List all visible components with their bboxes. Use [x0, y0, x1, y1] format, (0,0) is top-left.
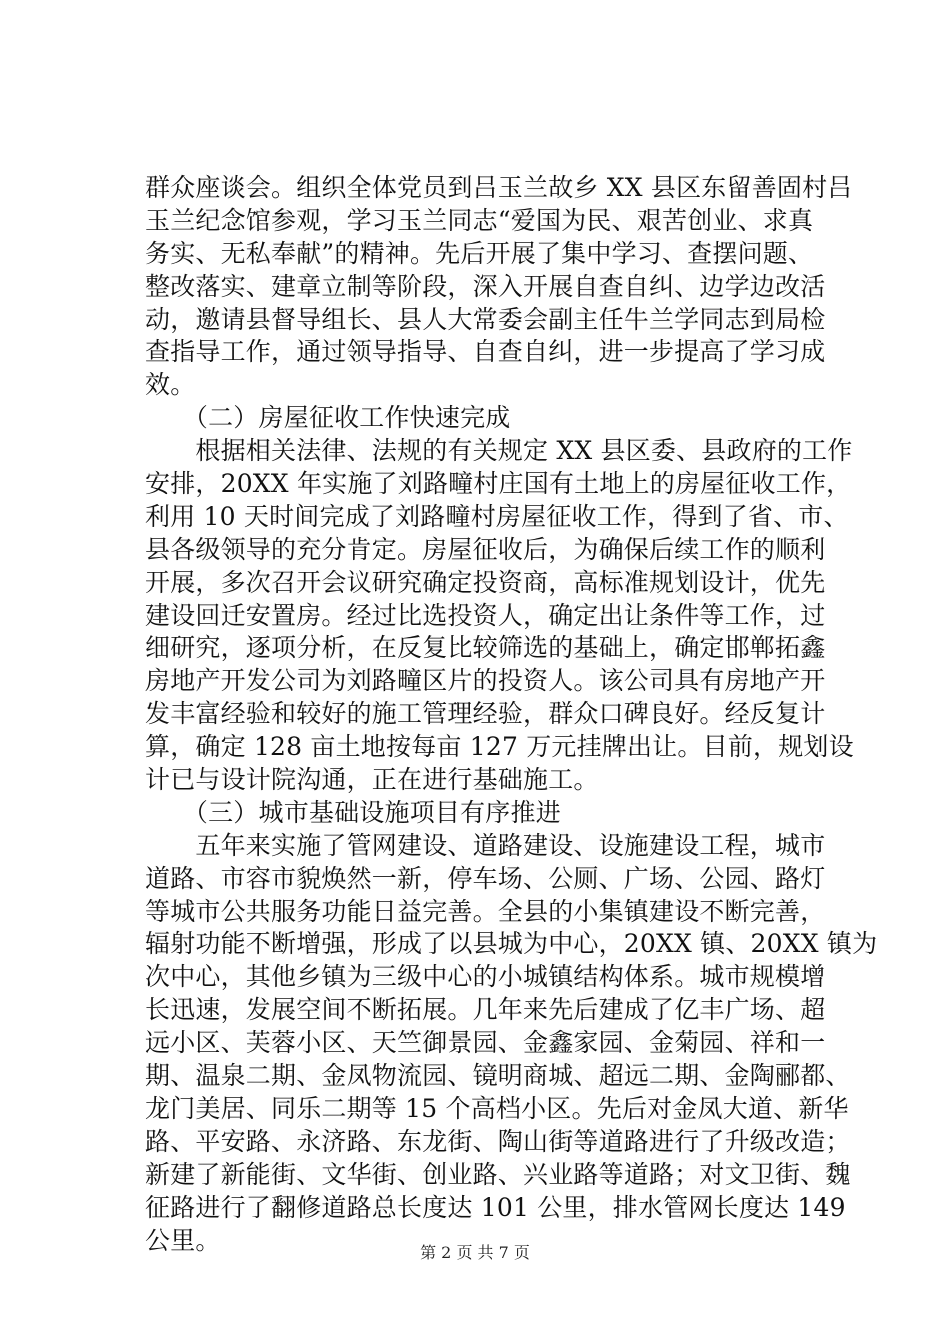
text-line: 远小区、芙蓉小区、天竺御景园、金鑫家园、金菊园、祥和一	[145, 1028, 826, 1058]
text-line: 五年来实施了管网建设、道路建设、设施建设工程，城市	[145, 830, 826, 860]
text-line: 整改落实、建章立制等阶段，深入开展自查自纠、边学边改活	[145, 271, 826, 301]
text-line: 细研究，逐项分析，在反复比较筛选的基础上，确定邯郸拓鑫	[145, 633, 826, 663]
text-line: 道路、市容市貌焕然一新，停车场、公厕、广场、公园、路灯	[145, 863, 826, 893]
text-line: 县各级领导的充分肯定。房屋征收后，为确保后续工作的顺利	[145, 534, 826, 564]
text-line: 辐射功能不断增强，形成了以县城为中心，20XX 镇、20XX 镇为	[145, 929, 878, 959]
text-line: 效。	[145, 370, 196, 400]
text-line: 玉兰纪念馆参观，学习玉兰同志“爱国为民、艰苦创业、求真	[145, 205, 814, 235]
text-line: 务实、无私奉献”的精神。先后开展了集中学习、查摆问题、	[145, 238, 814, 268]
text-line: 计已与设计院沟通，正在进行基础施工。	[145, 765, 599, 795]
text-line: 次中心，其他乡镇为三级中心的小城镇结构体系。城市规模增	[145, 962, 826, 992]
text-line: 房地产开发公司为刘路疃区片的投资人。该公司具有房地产开	[145, 666, 826, 696]
text-line: 发丰富经验和较好的施工管理经验，群众口碑良好。经反复计	[145, 699, 826, 729]
text-line: 征路进行了翻修道路总长度达 101 公里，排水管网长度达 149	[145, 1192, 846, 1222]
text-line: 新建了新能街、文华街、创业路、兴业路等道路；对文卫街、魏	[145, 1159, 851, 1189]
text-line: 龙门美居、同乐二期等 15 个高档小区。先后对金凤大道、新华	[145, 1093, 849, 1123]
text-line: 期、温泉二期、金凤物流园、镜明商城、超远二期、金陶郦都、	[145, 1061, 851, 1091]
text-line: 群众座谈会。组织全体党员到吕玉兰故乡 XX 县区东留善固村吕	[145, 173, 853, 202]
text-line: 算，确定 128 亩土地按每亩 127 万元挂牌出让。目前，规划设	[145, 732, 854, 762]
text-line: 长迅速，发展空间不断拓展。几年来先后建成了亿丰广场、超	[145, 995, 826, 1025]
text-line: 安排，20XX 年实施了刘路疃村庄国有土地上的房屋征收工作，	[145, 469, 852, 499]
text-line: 动，邀请县督导组长、县人大常委会副主任牛兰学同志到局检	[145, 304, 826, 334]
text-line: 查指导工作，通过领导指导、自查自纠，进一步提高了学习成	[145, 337, 826, 367]
page-footer: 第 2 页 共 7 页	[420, 1243, 530, 1262]
text-line: 等城市公共服务功能日益完善。全县的小集镇建设不断完善，	[145, 896, 826, 926]
text-line: 根据相关法律、法规的有关规定 XX 县区委、县政府的工作	[145, 436, 853, 466]
text-line: 利用 10 天时间完成了刘路疃村房屋征收工作，得到了省、市、	[145, 501, 849, 531]
text-line: 开展，多次召开会议研究确定投资商，高标准规划设计，优先	[145, 567, 826, 597]
section-heading: （二）房屋征收工作快速完成	[145, 403, 511, 433]
text-line: 建设回迁安置房。经过比选投资人，确定出让条件等工作，过	[145, 600, 826, 630]
text-line: 路、平安路、永济路、东龙街、陶山街等道路进行了升级改造；	[145, 1126, 851, 1156]
section-heading: （三）城市基础设施项目有序推进	[145, 797, 561, 827]
body-text	[145, 172, 878, 1257]
text-line: 公里。	[145, 1225, 221, 1255]
